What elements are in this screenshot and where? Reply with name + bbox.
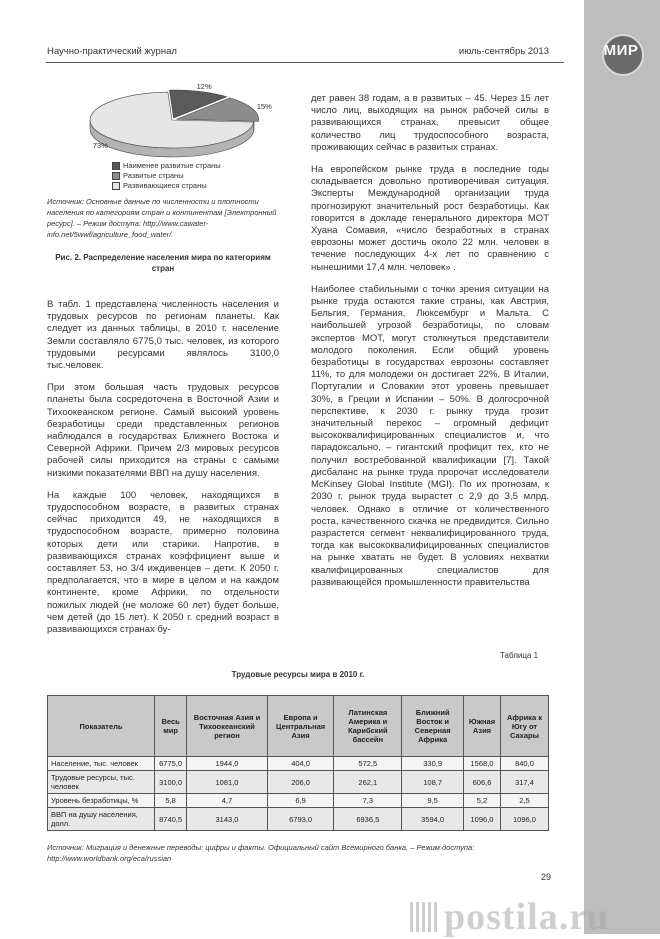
header-rule bbox=[46, 62, 564, 63]
table-cell: 1096,0 bbox=[500, 808, 548, 831]
paragraph: На европейском рынке труда в последние годы складывается довольно противоречивая ситуация. Эксперты Международной организации труда прогнозируют значительный рост безработицы. Как говорится в докладе генерального директора МОТ Хуана Сомавия, «число безработных в странах еврозоны может достичь около 22 млн. человек в течение последующих 4-х лет по сравнению с нынешними 17,4 млн. человек» . bbox=[311, 164, 549, 274]
table-cell: 2,5 bbox=[500, 794, 548, 808]
col-header: Южная Азия bbox=[464, 696, 501, 757]
watermark-text: postila.ru bbox=[444, 896, 609, 938]
legend-label: Наименее развитые страны bbox=[123, 161, 221, 170]
table-cell: 317,4 bbox=[500, 771, 548, 794]
table-cell: 7,3 bbox=[334, 794, 402, 808]
logo-text: МИР bbox=[596, 42, 646, 59]
figure-source: Источник: Основные данные по численности и плотности населения по категориям стран и континентам [Электронный ресурс]. – Режим доступа: http://www.cawater-info.net/5wwf/agriculture_food_water/. bbox=[47, 196, 279, 240]
pie-data-label: 15% bbox=[257, 102, 272, 111]
table-cell: 3143,0 bbox=[187, 808, 268, 831]
table-cell: 572,5 bbox=[334, 757, 402, 771]
legend-item bbox=[112, 181, 221, 191]
row-label: Трудовые ресурсы, тыс. человек bbox=[48, 771, 155, 794]
table-cell: 1096,0 bbox=[464, 808, 501, 831]
table-cell: 5,8 bbox=[155, 794, 187, 808]
table-cell: 206,0 bbox=[267, 771, 334, 794]
table-source: Источник: Миграция и денежные переводы: цифры и факты. Официальный сайт Всемирного банка. – Режим доступа: http://www.worldbank.org/eca/russian bbox=[47, 842, 549, 864]
paragraph: дет равен 38 годам, а в развитых – 45. Через 15 лет число лиц, выходящих на рынок рабочей силы в развивающихся странах, превысит общее количество лиц трудоспособного возраста, проживающих сейчас в развитых странах. bbox=[311, 93, 549, 154]
table-title: Трудовые ресурсы мира в 2010 г. bbox=[47, 670, 549, 679]
right-column bbox=[311, 93, 549, 599]
watermark-barcode-icon bbox=[410, 902, 440, 932]
table-cell: 6936,5 bbox=[334, 808, 402, 831]
legend-swatch bbox=[112, 172, 120, 180]
row-label: Население, тыс. человек bbox=[48, 757, 155, 771]
table-row bbox=[48, 808, 549, 831]
row-label: ВВП на душу населения, долл. bbox=[48, 808, 155, 831]
col-header: Европа и Центральная Азия bbox=[267, 696, 334, 757]
table-cell: 6793,0 bbox=[267, 808, 334, 831]
table-header-row bbox=[48, 696, 549, 757]
watermark bbox=[410, 895, 609, 939]
journal-name: Научно-практический журнал bbox=[47, 46, 177, 57]
paragraph: При этом большая часть трудовых ресурсов планеты была сосредоточена в Восточной Азии и Тихоокеанском регионе. Самый высокий уровень безработицы среди представленных регионов наблюдался в государствах Ближнего Востока и Северной Африки. Причем 2/3 мировых ресурсов рабочей силы приходится на страны с самыми низкими показателями ВВП на душу населения. bbox=[47, 382, 279, 480]
table-row bbox=[48, 757, 549, 771]
side-stripe bbox=[584, 0, 660, 934]
table-cell: 404,0 bbox=[267, 757, 334, 771]
table-cell: 4,7 bbox=[187, 794, 268, 808]
table-cell: 606,6 bbox=[464, 771, 501, 794]
paragraph: Наиболее стабильными с точки зрения ситуации на рынке труда остаются такие страны, как Австрия, Бельгия, Германия, Люксембург и Мальта. С наибольшей угрозой безработицы, по словам экспертов МОТ, могут столкнуться представители молодого поколения. Если общий уровень безработицы в государствах еврозоны составляет 11%, то для молодежи он достигает 22%. В Италии, Португалии и Словакии этот уровень превышает 30%, в Греции и Испании – 50%. В долгосрочной перспективе, к 2030 г. рынку труда грозит значительный перекос – огромный дефицит высококвалифицированных специалистов и, что парадоксально, – гигантский профицит тех, кто не получил востребованной квалификации [7]. Такой дисбаланс на рынке труда пророчат исследователи McKinsey Global Institute (MGI). По их прогнозам, к 2030 г. рынок труда вырастет с 2,9 до 3,5 млрд. человек. Однако в отличие от количественного роста, качественного скачка не предвидится. Сильно разрастется сегмент неквалифицированного труда, тогда как высококвалифицированных специалистов на рынке хватать не будет. В условиях нехватки квалифицированных специалистов для развивающейся промышленности правительства bbox=[311, 284, 549, 589]
table-cell: 108,7 bbox=[402, 771, 464, 794]
col-header: Показатель bbox=[48, 696, 155, 757]
page-number: 29 bbox=[541, 872, 551, 882]
table-cell: 330,9 bbox=[402, 757, 464, 771]
legend-item bbox=[112, 161, 221, 171]
table-row bbox=[48, 771, 549, 794]
row-label: Уровень безработицы, % bbox=[48, 794, 155, 808]
table-cell: 262,1 bbox=[334, 771, 402, 794]
legend-swatch bbox=[112, 162, 120, 170]
paragraph: В табл. 1 представлена численность населения и трудовых ресурсов по регионам планеты. Как следует из данных таблицы, в 2010 г. население Земли составляло 6775,0 тыс. человек, из которого трудовыми ресурсами являлось 3100,0 тыс.человек. bbox=[47, 299, 279, 372]
table-number: Таблица 1 bbox=[500, 651, 538, 660]
table-row bbox=[48, 794, 549, 808]
paragraph: На каждые 100 человек, находящихся в трудоспособном возрасте, в развитых странах сейчас приходится 49, не находящихся в трудоспособном возрасте, примерно половина которых дети или старики. Напротив, в развивающихся странах коэффициент выше и составляет 53, но 3/4 иждивенцев – дети. К 2050 г. предполагается, что в мире в целом и на каждом континенте, кроме Африки, по отдельности пожилых людей (не моложе 60 лет) будет больше, чем детей (до 15 лет). К 2050 г. средний возраст в развивающихся странах бу- bbox=[47, 490, 279, 636]
table-cell: 6,9 bbox=[267, 794, 334, 808]
table-cell: 1944,0 bbox=[187, 757, 268, 771]
table-cell: 3100,0 bbox=[155, 771, 187, 794]
col-header: Африка к Югу от Сахары bbox=[500, 696, 548, 757]
journal-logo bbox=[596, 30, 642, 76]
col-header: Ближний Восток и Северная Африка bbox=[402, 696, 464, 757]
running-header bbox=[47, 44, 549, 62]
col-header: Латинская Америка и Карибский бассейн bbox=[334, 696, 402, 757]
pie-data-label: 73% bbox=[93, 141, 108, 150]
table-cell: 1081,0 bbox=[187, 771, 268, 794]
table-cell: 1568,0 bbox=[464, 757, 501, 771]
table-cell: 8740,5 bbox=[155, 808, 187, 831]
figure-caption: Рис. 2. Распределение населения мира по категориям стран bbox=[47, 252, 279, 274]
legend-label: Развитые страны bbox=[123, 171, 184, 180]
labor-resources-table bbox=[47, 695, 549, 831]
legend-label: Развивающиеся страны bbox=[123, 181, 207, 190]
table-cell: 840,0 bbox=[500, 757, 548, 771]
table-cell: 6775,0 bbox=[155, 757, 187, 771]
left-column bbox=[47, 299, 279, 646]
col-header: Восточная Азия и Тихоокеанский регион bbox=[187, 696, 268, 757]
pie-data-label: 12% bbox=[197, 82, 212, 91]
col-header: Весь мир bbox=[155, 696, 187, 757]
issue-date: июль-сентябрь 2013 bbox=[459, 46, 549, 57]
table-cell: 3594,0 bbox=[402, 808, 464, 831]
legend-item bbox=[112, 171, 221, 181]
pie-legend bbox=[112, 161, 221, 191]
legend-swatch bbox=[112, 182, 120, 190]
table-cell: 5,2 bbox=[464, 794, 501, 808]
table-cell: 9,5 bbox=[402, 794, 464, 808]
